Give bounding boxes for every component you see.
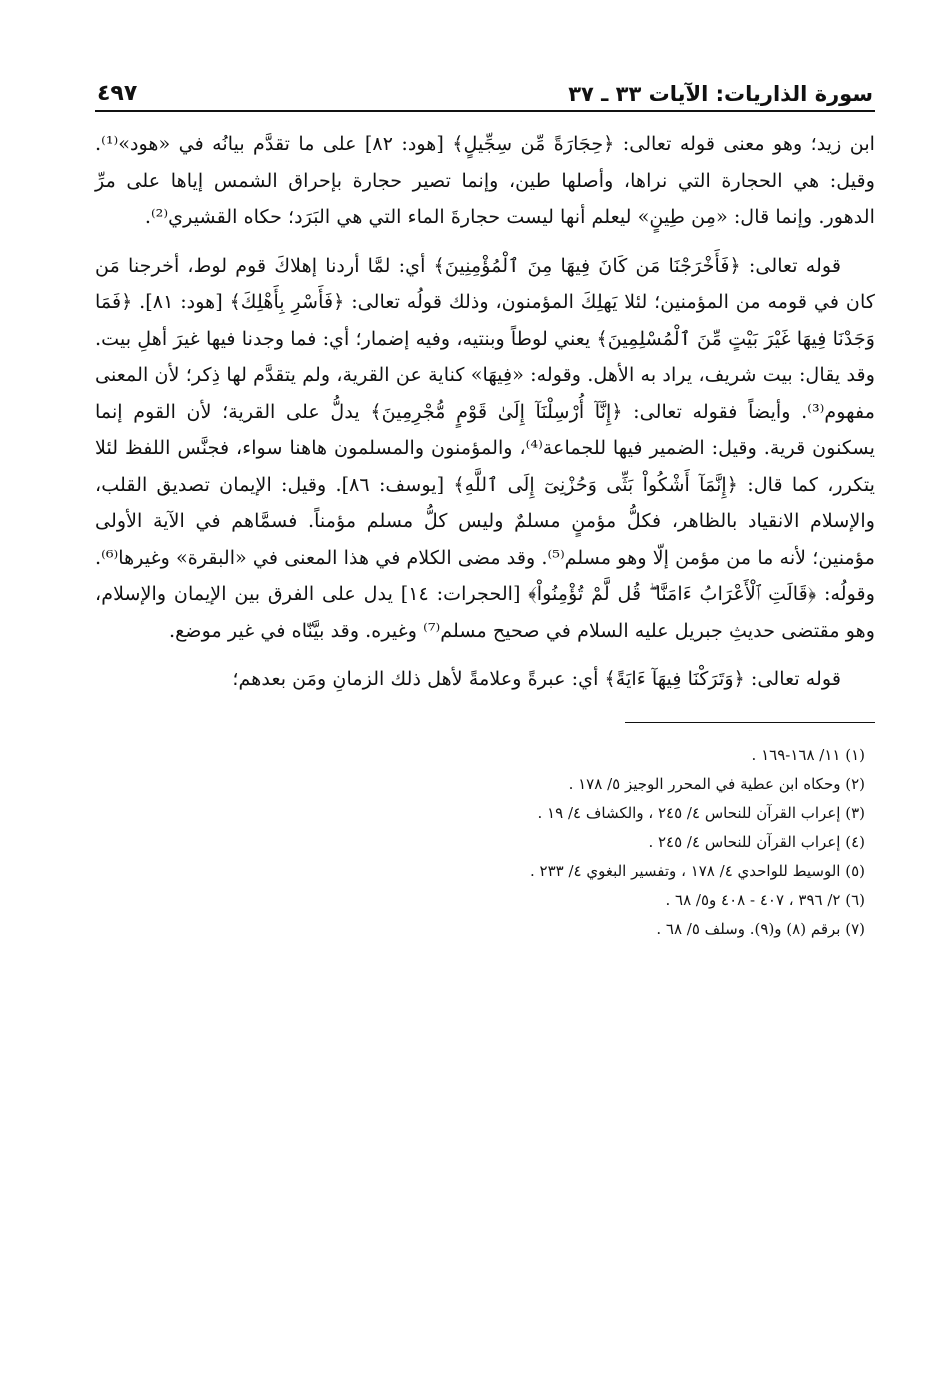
footnote-6: (٦) ٢/ ٣٩٦ ، ٤٠٧ - ٤٠٨ و٥/ ٦٨ . <box>665 890 865 909</box>
page-number: ٤٩٧ <box>97 81 138 106</box>
footnote-4: (٤) إعراب القرآن للنحاس ٤/ ٢٤٥ . <box>648 832 865 851</box>
footnote-5: (٥) الوسيط للواحدي ٤/ ١٧٨ ، وتفسير البغوي ٤/ ٢٣٣ . <box>529 861 865 880</box>
paragraph-2: قوله تعالى: ﴿فَأَخْرَجْنَا مَن كَانَ فِيهَا مِنَ ٱلْمُؤْمِنِينَ﴾ أي: لمَّا أردنا إهلاكَ قوم لوط، أخرجنا مَن كان في قومه من المؤمنين؛ لئلا يَهلِكَ المؤمنون، وذلك قولُه تعالى: ﴿فَأَسْرِ بِأَهْلِكَ﴾ [هود: ٨١]. ﴿فَمَا وَجَدْنَا فِيهَا غَيْرَ بَيْتٍ مِّنَ ٱلْمُسْلِمِينَ﴾ يعني لوطاً وبنتيه، وفيه إضمار؛ أي: فما وجدنا فيها غيرَ أهلِ بيت. وقد يقال: بيت شريف، يراد به الأهل. وقوله: «فِيهَا» كناية عن القرية، ولم يتقدَّم لها ذِكر؛ لأن المعنى مفهوم⁽³⁾. وأيضاً فقوله تعالى: ﴿إِنَّآ أُرْسِلْنَآ إِلَىٰ قَوْمٍ مُّجْرِمِينَ﴾ يدلُّ على القرية؛ لأن القوم إنما يسكنون قرية. وقيل: الضمير فيها للجماعة⁽⁴⁾، والمؤمنون والمسلمون هاهنا سواء، فجنَّس اللفظ لئلا يتكرر، كما قال: ﴿إِنَّمَآ أَشْكُواْ بَثِّى وَحُزْنِىٓ إِلَى ٱللَّهِ﴾ [يوسف: ٨٦]. وقيل: الإيمان تصديق القلب، والإسلام الانقياد بالظاهر، فكلُّ مؤمنٍ مسلمٌ وليس كلُّ مسلم مؤمناً. فسمَّاهم في الآية الأولى مؤمنين؛ لأنه ما من مؤمن إلّا وهو مسلم⁽⁵⁾. وقد مضى الكلام في هذا المعنى في «البقرة» وغيرها⁽⁶⁾. وقولُه: ﴿قَالَتِ ٱلْأَعْرَابُ ءَامَنَّا ۖ قُل لَّمْ تُؤْمِنُواْ﴾ [الحجرات: ١٤] يدل على الفرق بين الإيمان والإسلام، وهو مقتضى حديثِ جبريل عليه السلام في صحيح مسلم⁽⁷⁾ وغيره. وقد بيَّنّاه في غير موضع. <box>95 253 876 642</box>
footnote-3: (٣) إعراب القرآن للنحاس ٤/ ٢٤٥ ، والكشاف ٤/ ١٩ . <box>537 803 865 822</box>
footnotes <box>95 741 875 944</box>
running-header <box>95 70 875 112</box>
footnote-1: (١) ١١/ ١٦٨-١٦٩ . <box>751 745 865 764</box>
paragraph-3: قوله تعالى: ﴿وَتَرَكْنَا فِيهَآ ءَايَةً﴾ أي: عبرةً وعلامةً لأهل ذلك الزمانِ ومَن بعدهم؛ <box>232 667 841 690</box>
paragraph-1: ابن زيد؛ وهو معنى قوله تعالى: ﴿حِجَارَةً مِّن سِجِّيلٍ﴾ [هود: ٨٢] على ما تقدَّم بيانُه في «هود»⁽¹⁾. وقيل: هي الحجارة التي نراها، وأصلها طين، وإنما تصير حجارة بإحراق الشمس إياها على مرِّ الدهور. وإنما قال: «مِن طِينٍ» ليعلم أنها ليست حجارةَ الماء التي هي البَرَد؛ حكاه القشيري⁽²⁾. <box>95 132 876 228</box>
book-page <box>95 70 875 1360</box>
running-title: سورة الذاريات: الآيات ٣٣ ـ ٣٧ <box>568 82 873 106</box>
footnote-divider <box>625 722 875 723</box>
footnote-7: (٧) برقم (٨) و(٩). وسلف ٥/ ٦٨ . <box>656 919 865 938</box>
footnote-2: (٢) وحكاه ابن عطية في المحرر الوجيز ٥/ ١٧٨ . <box>568 774 865 793</box>
main-text <box>95 126 875 698</box>
